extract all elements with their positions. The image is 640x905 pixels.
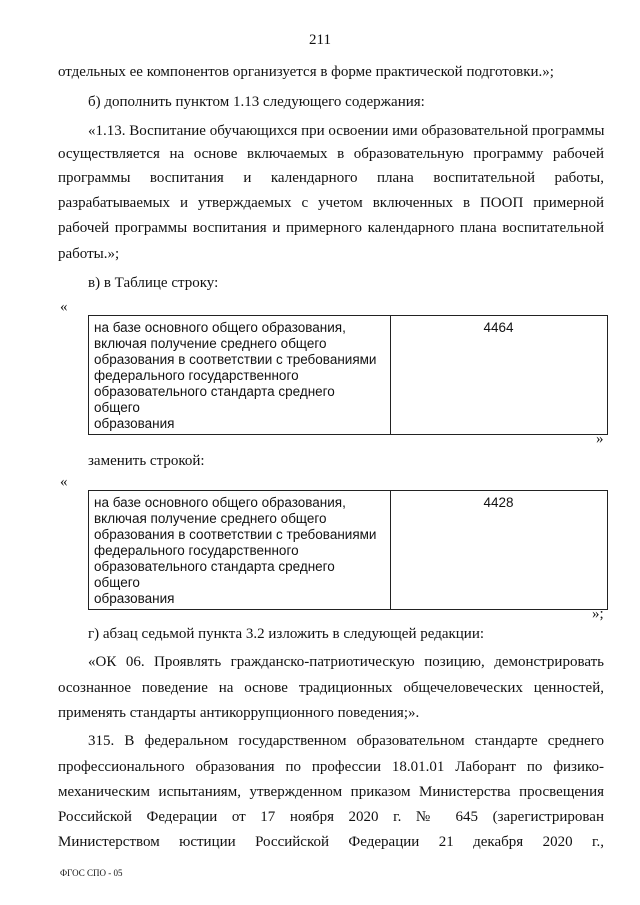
table-cell-description <box>89 316 391 435</box>
paragraph-line: программы воспитания и календарного плана воспитательной работы, <box>58 170 604 186</box>
open-quote: « <box>60 299 68 315</box>
table-row <box>89 316 608 435</box>
open-quote: « <box>60 474 68 490</box>
paragraph-line: работы.»; <box>58 246 120 262</box>
paragraph-line: Министерством юстиции Российской Федерации 21 декабря 2020 г., <box>58 834 604 850</box>
cell-line: включая получение среднего общего <box>94 336 327 351</box>
table-new-row <box>88 490 608 610</box>
paragraph-line: осознанное поведение на основе традиционных общечеловеческих ценностей, <box>58 680 604 696</box>
table-row <box>89 491 608 610</box>
cell-line: образования <box>94 591 175 606</box>
paragraph-line: разрабатываемых и утверждаемых с учетом включенных в ПООП примерной <box>58 195 604 211</box>
cell-line: включая получение среднего общего <box>94 511 327 526</box>
paragraph-line: рабочей программы воспитания и примерного календарного плана воспитательной <box>58 220 604 236</box>
page-number: 211 <box>309 32 331 48</box>
table-cell-value: 4428 <box>391 491 608 610</box>
paragraph-line: «ОК 06. Проявлять гражданско-патриотическую позицию, демонстрировать <box>88 654 604 670</box>
cell-line: образования в соответствии с требованиями <box>94 352 377 367</box>
cell-line: образовательного стандарта среднего общего <box>94 384 335 415</box>
footer-label: ФГОС СПО - 05 <box>60 868 123 878</box>
cell-line: образования <box>94 416 175 431</box>
paragraph-line: г) абзац седьмой пункта 3.2 изложить в следующей редакции: <box>88 626 485 642</box>
table-old-row <box>88 315 608 435</box>
table-cell-description <box>89 491 391 610</box>
cell-line: на базе основного общего образования, <box>94 320 346 335</box>
paragraph-line: заменить строкой: <box>88 453 205 469</box>
paragraph-line: осуществляется на основе включаемых в образовательную программу рабочей <box>58 146 604 162</box>
paragraph-line: 315. В федеральном государственном образовательном стандарте среднего <box>88 733 604 749</box>
cell-line: на базе основного общего образования, <box>94 495 346 510</box>
paragraph-line: Российской Федерации от 17 ноября 2020 г. № 645 (зарегистрирован <box>58 809 604 825</box>
table-cell-value: 4464 <box>391 316 608 435</box>
close-quote: » <box>596 431 604 447</box>
cell-line: образования в соответствии с требованиями <box>94 527 377 542</box>
close-quote: »; <box>592 606 604 622</box>
cell-line: федерального государственного <box>94 543 299 558</box>
paragraph-line: б) дополнить пунктом 1.13 следующего содержания: <box>88 94 425 110</box>
cell-line: федерального государственного <box>94 368 299 383</box>
paragraph-line: профессионального образования по профессии 18.01.01 Лаборант по физико- <box>58 759 604 775</box>
paragraph-line: отдельных ее компонентов организуется в форме практической подготовки.»; <box>58 64 554 80</box>
paragraph-line: в) в Таблице строку: <box>88 275 219 291</box>
paragraph-line: механическим испытаниям, утвержденном приказом Министерства просвещения <box>58 784 604 800</box>
paragraph-line: применять стандарты антикоррупционного поведения;». <box>58 705 420 721</box>
paragraph-line: «1.13. Воспитание обучающихся при освоении ими образовательной программы <box>88 123 605 139</box>
cell-line: образовательного стандарта среднего общего <box>94 559 335 590</box>
